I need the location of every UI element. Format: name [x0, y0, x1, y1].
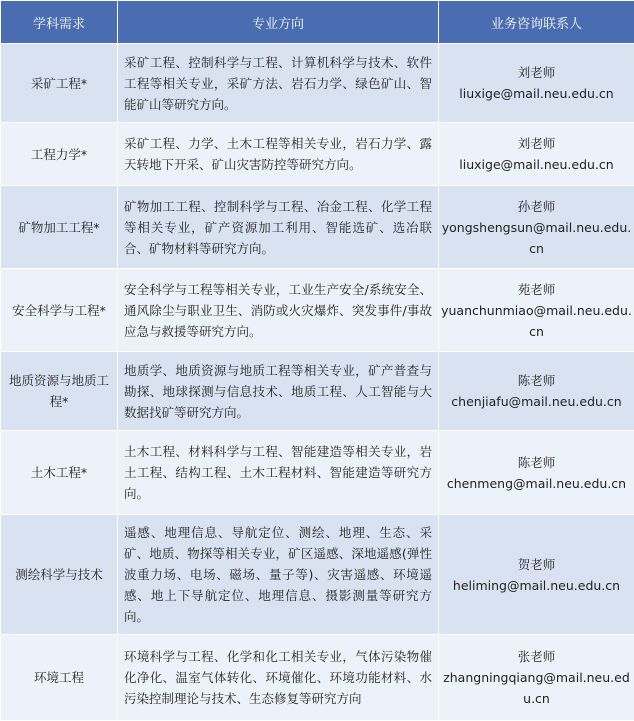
contact-cell [439, 44, 634, 123]
direction-cell: 地质学、地质资源与地质工程等相关专业，矿产普查与勘探、地球探测与信息技术、地质工程、人工智能与大数据找矿等研究方向。 [118, 352, 439, 431]
contact-email[interactable]: liuxige@mail.neu.edu.cn [441, 83, 632, 104]
contact-email[interactable]: liuxige@mail.neu.edu.cn [441, 154, 632, 175]
header-contact: 业务咨询联系人 [439, 1, 634, 44]
contact-email[interactable]: yongshengsun@mail.neu.edu.cn [441, 217, 632, 259]
contact-cell [439, 515, 634, 635]
contact-cell [439, 123, 634, 186]
contact-name: 苑老师 [441, 279, 632, 300]
contact-cell [439, 431, 634, 515]
table-row [1, 44, 634, 123]
table-header-row [1, 1, 634, 44]
subject-cell: 工程力学* [1, 123, 118, 186]
contact-email[interactable]: zhangningqiang@mail.neu.edu.cn [441, 667, 632, 709]
header-direction: 专业方向 [118, 1, 439, 44]
subject-cell: 矿物加工工程* [1, 186, 118, 269]
table-row [1, 431, 634, 515]
contact-name: 陈老师 [441, 370, 632, 391]
contact-name: 刘老师 [441, 133, 632, 154]
contact-email[interactable]: chenjiafu@mail.neu.edu.cn [441, 391, 632, 412]
table-row [1, 123, 634, 186]
subject-cell: 安全科学与工程* [1, 269, 118, 352]
subject-cell: 土木工程* [1, 431, 118, 515]
header-subject: 学科需求 [1, 1, 118, 44]
subject-cell: 采矿工程* [1, 44, 118, 123]
contact-email[interactable]: heliming@mail.neu.edu.cn [441, 575, 632, 596]
contact-name: 贺老师 [441, 554, 632, 575]
contact-cell [439, 635, 634, 721]
contact-name: 刘老师 [441, 62, 632, 83]
subject-cell: 环境工程 [1, 635, 118, 721]
direction-cell: 遥感、地理信息、导航定位、测绘、地理、生态、采矿、地质、物探等相关专业，矿区遥感、深地遥感(弹性波重力场、电场、磁场、量子等)、灾害遥感、环境遥感、地上下导航定位、地理信息、摄影测量等研究方向。 [118, 515, 439, 635]
direction-cell: 环境科学与工程、化学和化工相关专业，气体污染物催化净化、温室气体转化、环境催化、环境功能材料、水污染控制理论与技术、生态修复等研究方向 [118, 635, 439, 721]
subject-cell: 地质资源与地质工程* [1, 352, 118, 431]
table-row [1, 352, 634, 431]
contact-cell [439, 186, 634, 269]
contact-email[interactable]: chenmeng@mail.neu.edu.cn [441, 473, 632, 494]
contact-email[interactable]: yuanchunmiao@mail.neu.edu.cn [441, 300, 632, 342]
subject-cell: 测绘科学与技术 [1, 515, 118, 635]
table-row [1, 269, 634, 352]
contact-name: 张老师 [441, 646, 632, 667]
contact-name: 陈老师 [441, 452, 632, 473]
contact-cell [439, 352, 634, 431]
table-row [1, 635, 634, 721]
direction-cell: 矿物加工工程、控制科学与工程、冶金工程、化学工程等相关专业，矿产资源加工利用、智能选矿、选冶联合、矿物材料等研究方向。 [118, 186, 439, 269]
direction-cell: 土木工程、材料科学与工程、智能建造等相关专业，岩土工程、结构工程、土木工程材料、智能建造等研究方向。 [118, 431, 439, 515]
direction-cell: 安全科学与工程等相关专业，工业生产安全/系统安全、通风除尘与职业卫生、消防或火灾爆炸、突发事件/事故应急与救援等研究方向。 [118, 269, 439, 352]
table-row [1, 186, 634, 269]
table-row [1, 515, 634, 635]
direction-cell: 采矿工程、力学、土木工程等相关专业，岩石力学、露天转地下开采、矿山灾害防控等研究方向。 [118, 123, 439, 186]
contact-cell [439, 269, 634, 352]
contact-name: 孙老师 [441, 196, 632, 217]
direction-cell: 采矿工程、控制科学与工程、计算机科学与技术、软件工程等相关专业，采矿方法、岩石力学、绿色矿山、智能矿山等研究方向。 [118, 44, 439, 123]
